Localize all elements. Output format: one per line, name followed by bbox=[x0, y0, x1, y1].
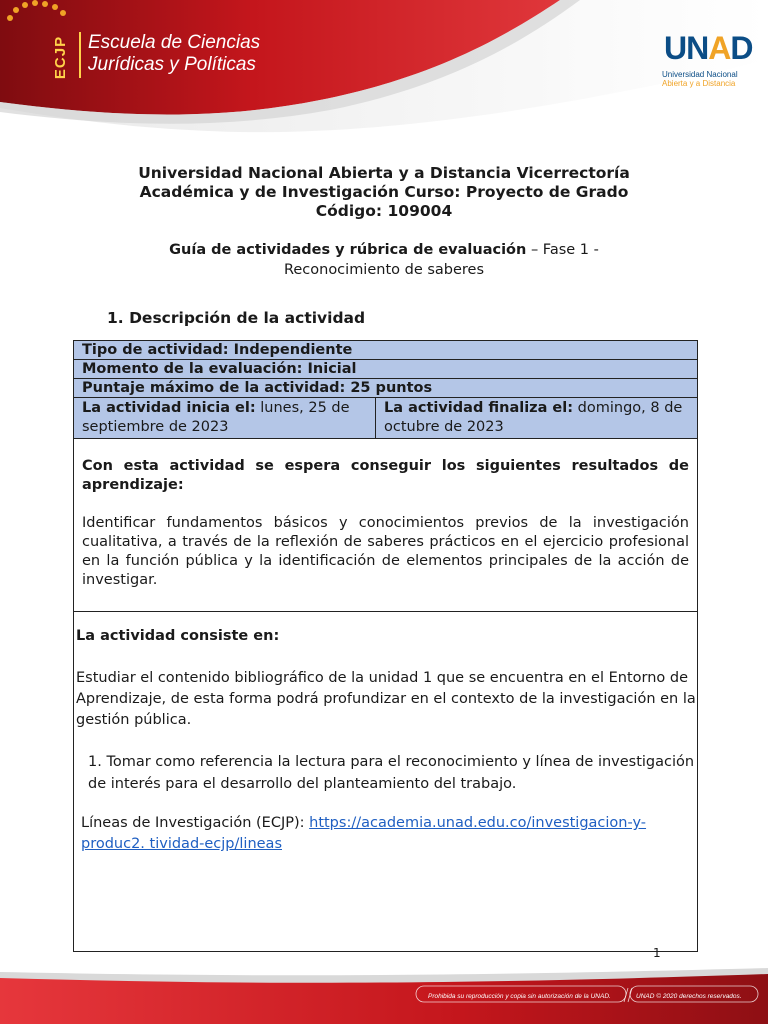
unad-letter-u: U bbox=[664, 30, 687, 66]
title-line3: Código: 109004 bbox=[315, 202, 453, 220]
lineas-investigacion bbox=[74, 813, 697, 855]
document-title bbox=[60, 164, 708, 221]
resultados-heading: Con esta actividad se espera conseguir los siguientes resultados de aprendizaje: bbox=[82, 458, 689, 493]
page-header bbox=[0, 0, 768, 140]
ecjp-text: ECJP bbox=[52, 35, 70, 79]
unad-subtitle-line1: Universidad Nacional bbox=[662, 70, 738, 79]
school-name-line1: Escuela de Ciencias bbox=[88, 32, 261, 53]
subtitle-bold: Guía de actividades y rúbrica de evaluación bbox=[169, 242, 527, 258]
document-subtitle bbox=[60, 240, 708, 280]
row-puntaje bbox=[74, 379, 697, 398]
momento-evaluacion: Momento de la evaluación: Inicial bbox=[82, 361, 357, 377]
row-resultados bbox=[74, 439, 697, 612]
footer-copyright: UNAD © 2020 derechos reservados. bbox=[636, 993, 742, 1000]
school-name-line2: Jurídicas y Políticas bbox=[88, 54, 256, 75]
fecha-inicio bbox=[74, 398, 376, 438]
lineas-link[interactable]: https://academia.unad.edu.co/investigacion-y-produc2. tividad-ecjp/lineas bbox=[81, 815, 647, 852]
title-line2: Académica y de Investigación Curso: Proyecto de Grado bbox=[139, 183, 629, 201]
puntaje-maximo: Puntaje máximo de la actividad: 25 puntos bbox=[82, 380, 433, 396]
unad-letter-a: A bbox=[708, 30, 731, 66]
inicia-label: La actividad inicia el: bbox=[82, 400, 256, 416]
title-line1: Universidad Nacional Abierta y a Distancia Vicerrectoría bbox=[138, 164, 630, 182]
lineas-label: Líneas de Investigación (ECJP): bbox=[81, 815, 310, 831]
consiste-step-1: 1. Tomar como referencia la lectura para el reconocimiento y línea de investigación de interés para el desarrollo del planteamiento del trabajo. bbox=[88, 754, 695, 792]
school-name bbox=[88, 32, 260, 76]
fecha-fin bbox=[376, 398, 697, 438]
unad-dots-icon bbox=[0, 0, 84, 72]
tipo-actividad: Tipo de actividad: Independiente bbox=[82, 342, 353, 358]
resultados-body: Identificar fundamentos básicos y conocimientos previos de la investigación cualitativa, a través de la reflexión de saberes prácticos en el ejercicio profesional en la función pública y la identificación de elementos principales de la acción de investigar. bbox=[82, 515, 689, 588]
footer-notice: Prohibida su reproducción y copia sin autorización de la UNAD. bbox=[428, 993, 611, 1000]
inicia-value: lunes, 25 de septiembre de 2023 bbox=[82, 400, 350, 435]
unad-logo-text bbox=[664, 30, 752, 67]
unad-letter-d: D bbox=[730, 30, 753, 66]
unad-letter-n: N bbox=[686, 30, 709, 66]
unad-subtitle-line2: Abierta y a Distancia bbox=[662, 79, 736, 88]
row-fechas bbox=[74, 398, 697, 439]
unad-logo-subtitle bbox=[662, 70, 752, 88]
row-consiste bbox=[74, 612, 697, 951]
consiste-heading: La actividad consiste en: bbox=[76, 628, 280, 644]
row-tipo bbox=[74, 341, 697, 360]
subtitle-line2: Reconocimiento de saberes bbox=[283, 262, 485, 278]
consiste-body: Estudiar el contenido bibliográfico de la unidad 1 que se encuentra en el Entorno de Aprendizaje, de esta forma podrá profundizar en el contexto de la investigación en la gestión pública. bbox=[76, 670, 696, 728]
activity-table bbox=[73, 340, 698, 952]
row-momento bbox=[74, 360, 697, 379]
section-heading: 1. Descripción de la actividad bbox=[107, 309, 366, 327]
finaliza-label: La actividad finaliza el: bbox=[384, 400, 574, 416]
subtitle-phase: – Fase 1 - bbox=[526, 242, 599, 258]
page-number: 1 bbox=[653, 946, 661, 960]
finaliza-value: domingo, 8 de octubre de 2023 bbox=[384, 400, 683, 435]
